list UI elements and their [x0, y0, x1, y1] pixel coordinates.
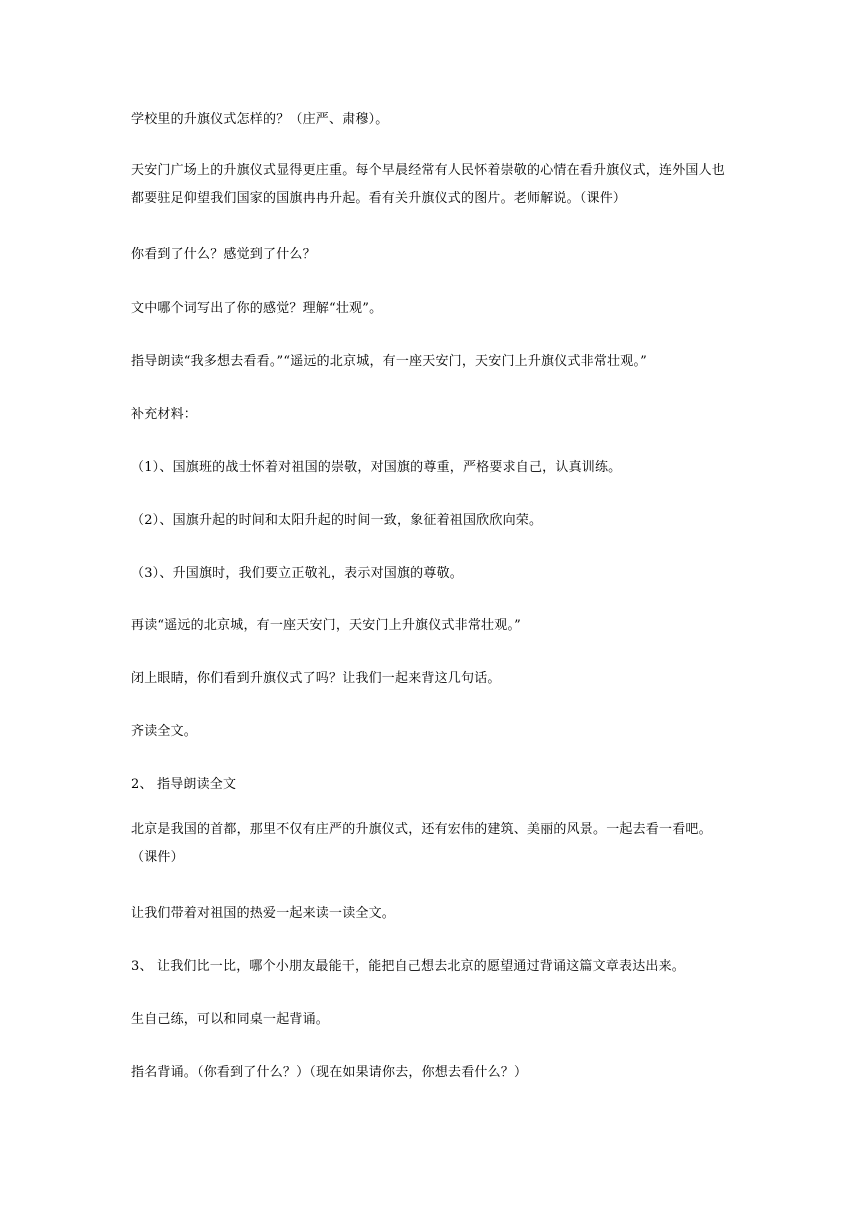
- paragraph-7: （1）、国旗班的战士怀着对祖国的崇敬，对国旗的尊重，严格要求自己，认真训练。: [131, 460, 622, 475]
- paragraph-11: 闭上眼睛，你们看到升旗仪式了吗？让我们一起来背这几句话。: [131, 671, 501, 686]
- paragraph-9: （3）、升国旗时，我们要立正敬礼，表示对国旗的尊敬。: [131, 566, 463, 581]
- section-heading-2: 2、 指导朗读全文: [131, 777, 237, 792]
- section-heading-3: 3、 让我们比一比，哪个小朋友最能干，能把自己想去北京的愿望通过背诵这篇文章表达出来。: [131, 959, 686, 974]
- paragraph-12: 齐读全文。: [131, 724, 198, 739]
- paragraph-15: 生自己练，可以和同桌一起背诵。: [131, 1012, 330, 1027]
- paragraph-3: 你看到了什么？感觉到了什么？: [131, 247, 316, 262]
- paragraph-2: 天安门广场上的升旗仪式显得更庄重。每个早晨经常有人民怀着崇敬的心情在看升旗仪式，连外国人也都要驻足仰望我们国家的国旗冉冉升起。看有关升旗仪式的图片。老师解说。（课件）: [131, 163, 726, 206]
- paragraph-16: 指名背诵。（你看到了什么？）（现在如果请你去，你想去看什么？）: [131, 1065, 528, 1080]
- paragraph-5: 指导朗读“我多想去看看。”“遥远的北京城，有一座天安门，天安门上升旗仪式非常壮观。”: [131, 354, 647, 369]
- paragraph-8: （2）、国旗升起的时间和太阳升起的时间一致，象征着祖国欣欣向荣。: [131, 513, 543, 528]
- paragraph-6: 补充材料：: [131, 407, 198, 422]
- paragraph-13: 北京是我国的首都，那里不仅有庄严的升旗仪式，还有宏伟的建筑、美丽的风景。一起去看一看吧。（课件）: [131, 822, 712, 865]
- paragraph-1: 学校里的升旗仪式怎样的？（庄严、肃穆）。: [131, 112, 389, 127]
- paragraph-14: 让我们带着对祖国的热爱一起来读一读全文。: [131, 906, 396, 921]
- paragraph-4: 文中哪个词写出了你的感觉？理解“壮观”。: [131, 301, 383, 316]
- paragraph-10: 再读“遥远的北京城，有一座天安门，天安门上升旗仪式非常壮观。”: [131, 618, 521, 633]
